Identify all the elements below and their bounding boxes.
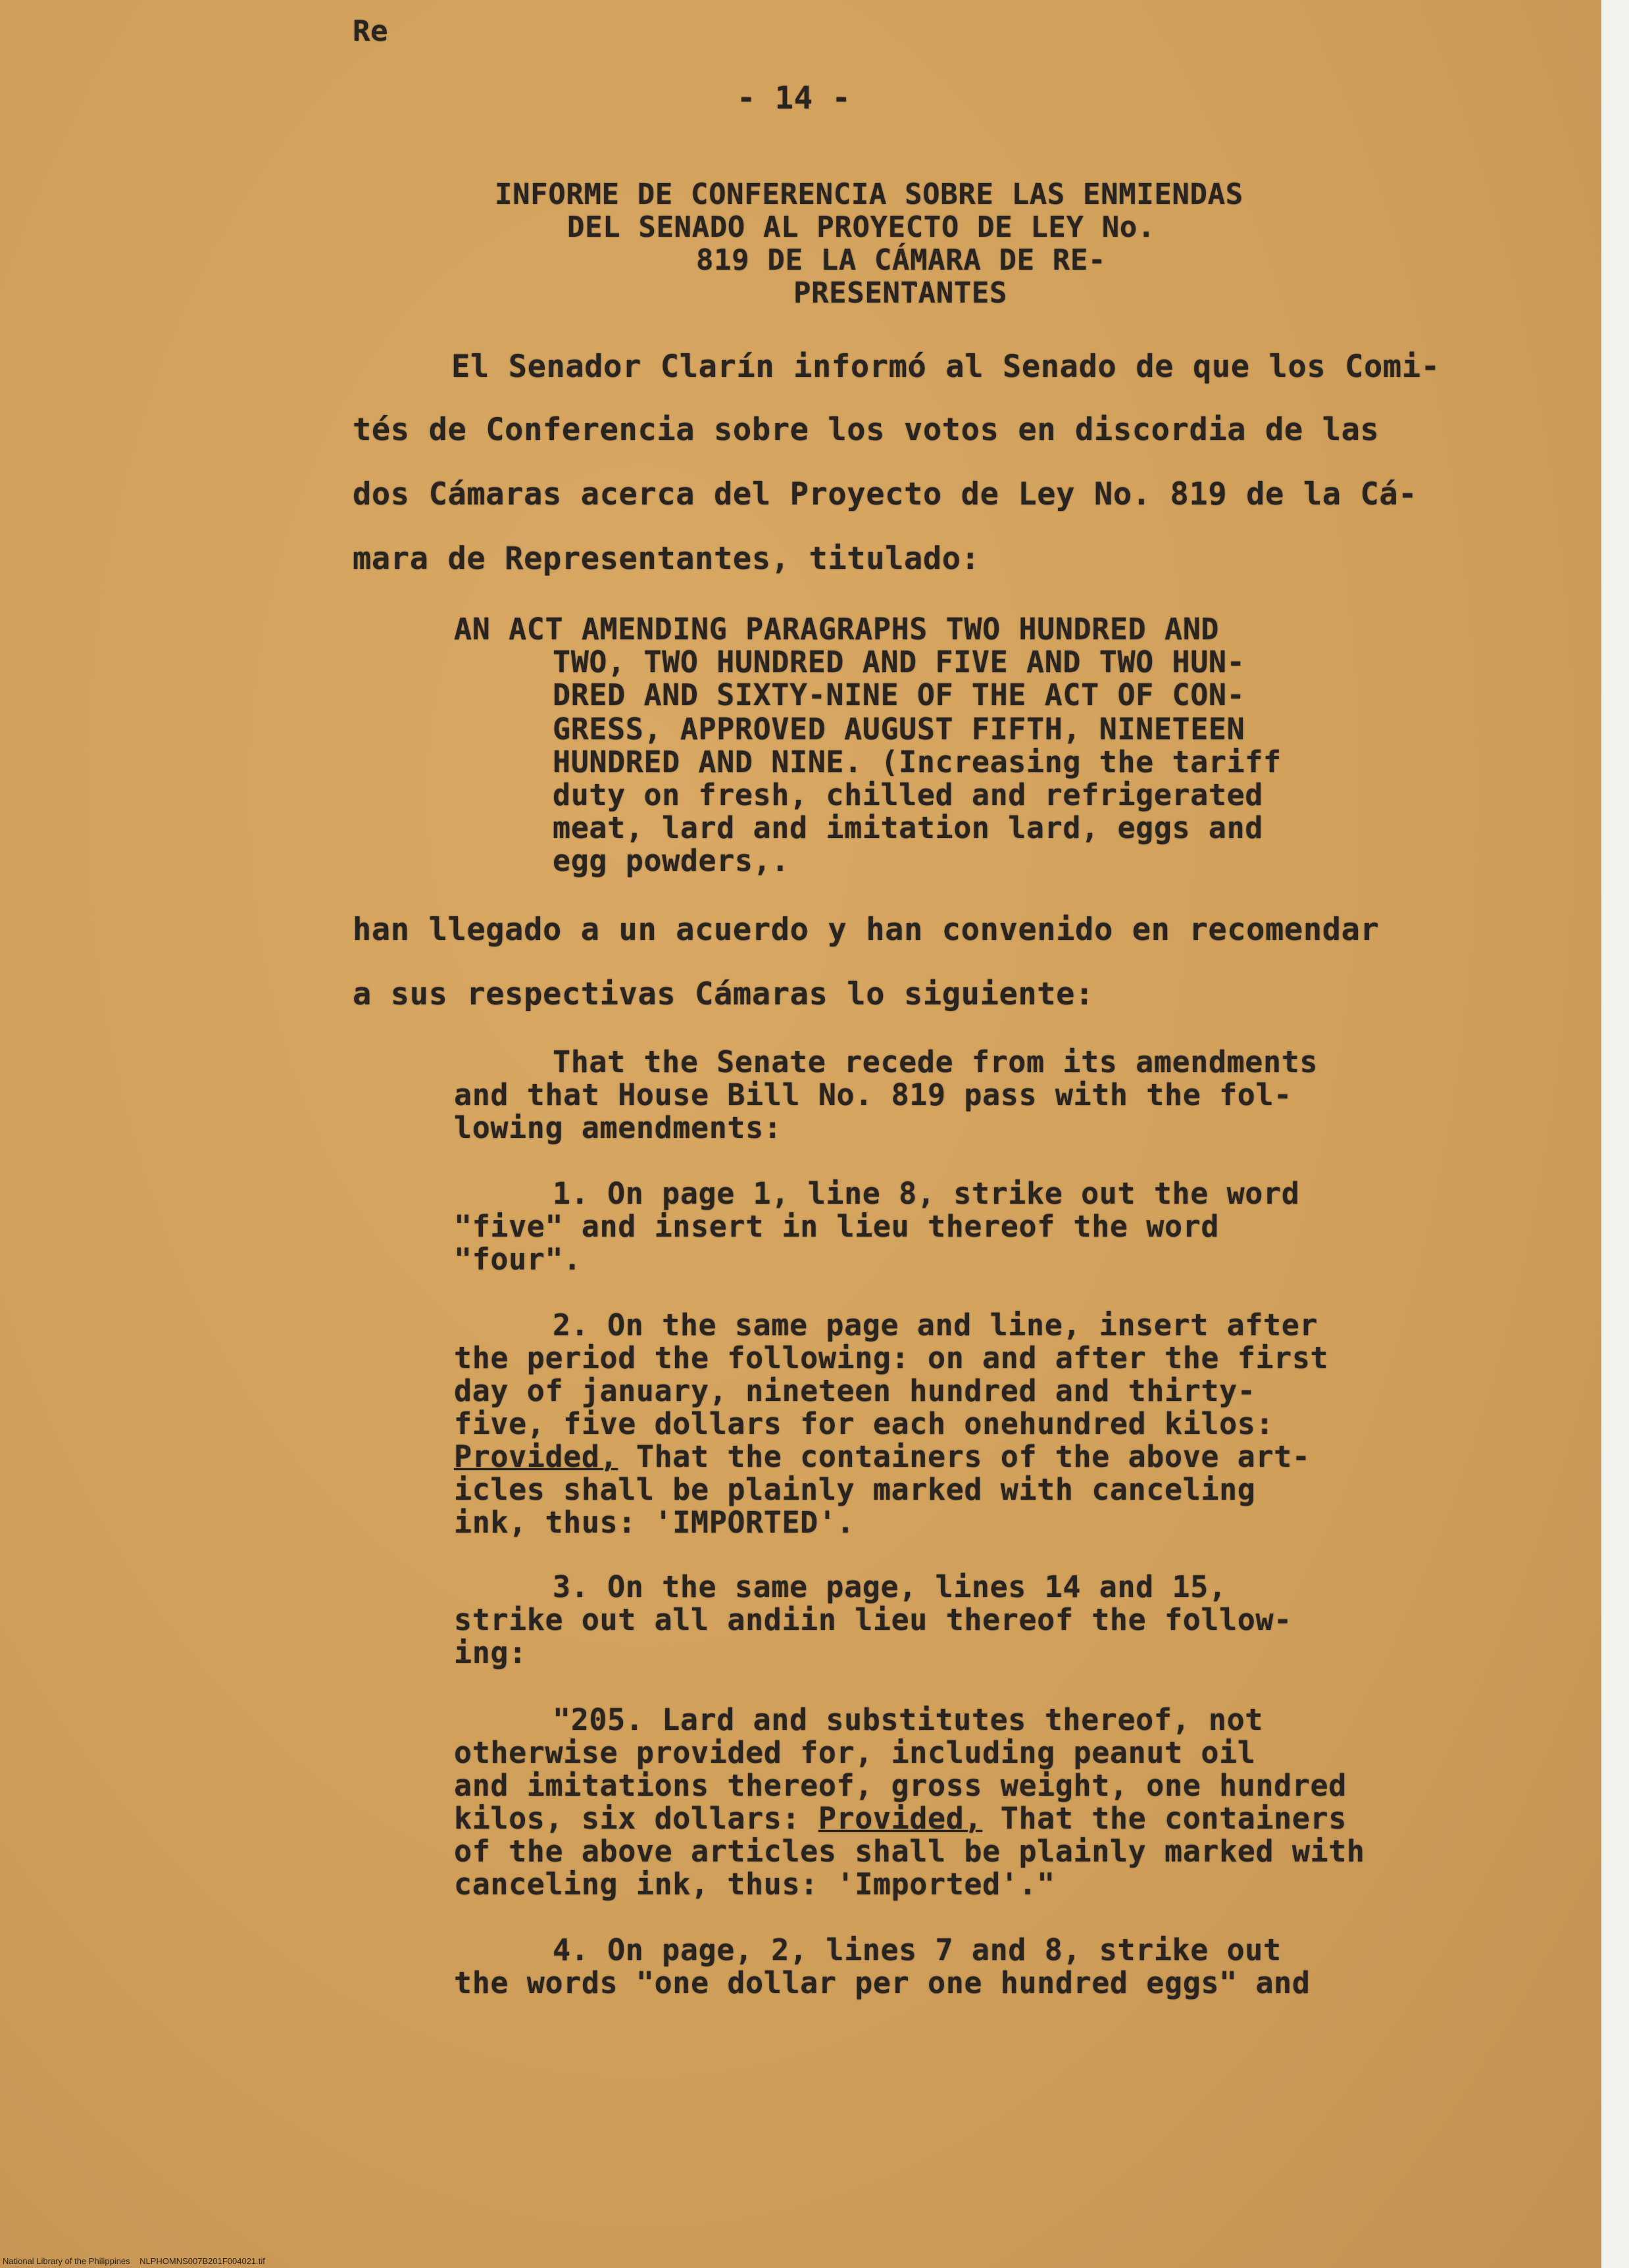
text-line: 2. On the same page and line, insert after: [553, 1308, 1318, 1343]
text-line: 4. On page, 2, lines 7 and 8, strike out: [553, 1933, 1282, 1967]
text-line: TWO, TWO HUNDRED AND FIVE AND TWO HUN-: [553, 645, 1245, 679]
text-line: 1. On page 1, line 8, strike out the word: [553, 1176, 1300, 1211]
heading-line: DEL SENADO AL PROYECTO DE LEY No.: [567, 210, 1155, 244]
text-line: "five" and insert in lieu thereof the word: [454, 1209, 1220, 1244]
heading-line: INFORME DE CONFERENCIA SOBRE LAS ENMIENDAS: [495, 178, 1243, 211]
text-line: [454, 1801, 1347, 1836]
text-line: a sus respectivas Cámaras lo siguiente:: [353, 976, 1094, 1012]
text-line: canceling ink, thus: 'Imported'.": [454, 1867, 1055, 1902]
text-line: ing:: [454, 1635, 527, 1670]
quote-text: That the containers: [982, 1801, 1347, 1836]
text-line: of the above articles shall be plainly marked with: [454, 1834, 1365, 1869]
text-line: "four".: [454, 1242, 582, 1277]
text-line: tés de Conferencia sobre los votos en discordia de las: [353, 412, 1380, 448]
text-line: and imitations thereof, gross weight, one hundred: [454, 1768, 1347, 1803]
text-line: and that House Bill No. 819 pass with the fol-: [454, 1077, 1292, 1112]
text-line: El Senador Clarín informó al Senado de que los Comi-: [451, 349, 1440, 385]
text-line: day of january, nineteen hundred and thirty-: [454, 1373, 1256, 1408]
text-line: icles shall be plainly marked with canceling: [454, 1472, 1256, 1507]
text-line: GRESS, APPROVED AUGUST FIFTH, NINETEEN: [553, 712, 1245, 747]
heading-line: 819 DE LA CÁMARA DE RE-: [696, 243, 1107, 277]
text-line: otherwise provided for, including peanut oil: [454, 1735, 1256, 1770]
text-line: the words "one dollar per one hundred eggs" and: [454, 1965, 1311, 2000]
heading-line: PRESENTANTES: [793, 276, 1008, 310]
text-line: the period the following: on and after the first: [454, 1341, 1329, 1375]
text-line: lowing amendments:: [454, 1110, 782, 1145]
text-line: meat, lard and imitation lard, eggs and: [553, 810, 1263, 845]
quote-text: kilos, six dollars:: [454, 1801, 818, 1836]
provided-underlined: Provided,: [454, 1439, 618, 1474]
text-line: ink, thus: 'IMPORTED'.: [454, 1505, 855, 1540]
provided-underlined: Provided,: [818, 1801, 983, 1836]
text-line: DRED AND SIXTY-NINE OF THE ACT OF CON-: [553, 678, 1245, 712]
scan-margin: [1601, 0, 1629, 2268]
text-line: strike out all andiin lieu thereof the follow-: [454, 1602, 1292, 1637]
text-line: five, five dollars for each onehundred kilos:: [454, 1406, 1274, 1441]
text-line: mara de Representantes, titulado:: [353, 541, 980, 577]
archive-footer: National Library of the Philippines NLPHOMNS007B201F004021.tif: [3, 2256, 265, 2266]
text-line: dos Cámaras acerca del Proyecto de Ley No. 819 de la Cá-: [353, 476, 1418, 512]
text-line: That the Senate recede from its amendments: [553, 1045, 1318, 1079]
text-line: HUNDRED AND NINE. (Increasing the tariff: [553, 745, 1282, 779]
page-number: - 14 -: [737, 80, 851, 116]
text-line: duty on fresh, chilled and refrigerated: [553, 777, 1263, 812]
text-line: [454, 1439, 1311, 1474]
text-line: "205. Lard and substitutes thereof, not: [553, 1702, 1263, 1737]
text-line: egg powders,.: [553, 843, 789, 878]
proviso-text: That the containers of the above art-: [618, 1439, 1311, 1474]
text-line: han llegado a un acuerdo y han convenido en recomendar: [353, 912, 1380, 948]
text-line: AN ACT AMENDING PARAGRAPHS TWO HUNDRED AND: [454, 612, 1220, 647]
text-line: 3. On the same page, lines 14 and 15,: [553, 1569, 1227, 1604]
corner-mark: Re: [353, 14, 389, 48]
